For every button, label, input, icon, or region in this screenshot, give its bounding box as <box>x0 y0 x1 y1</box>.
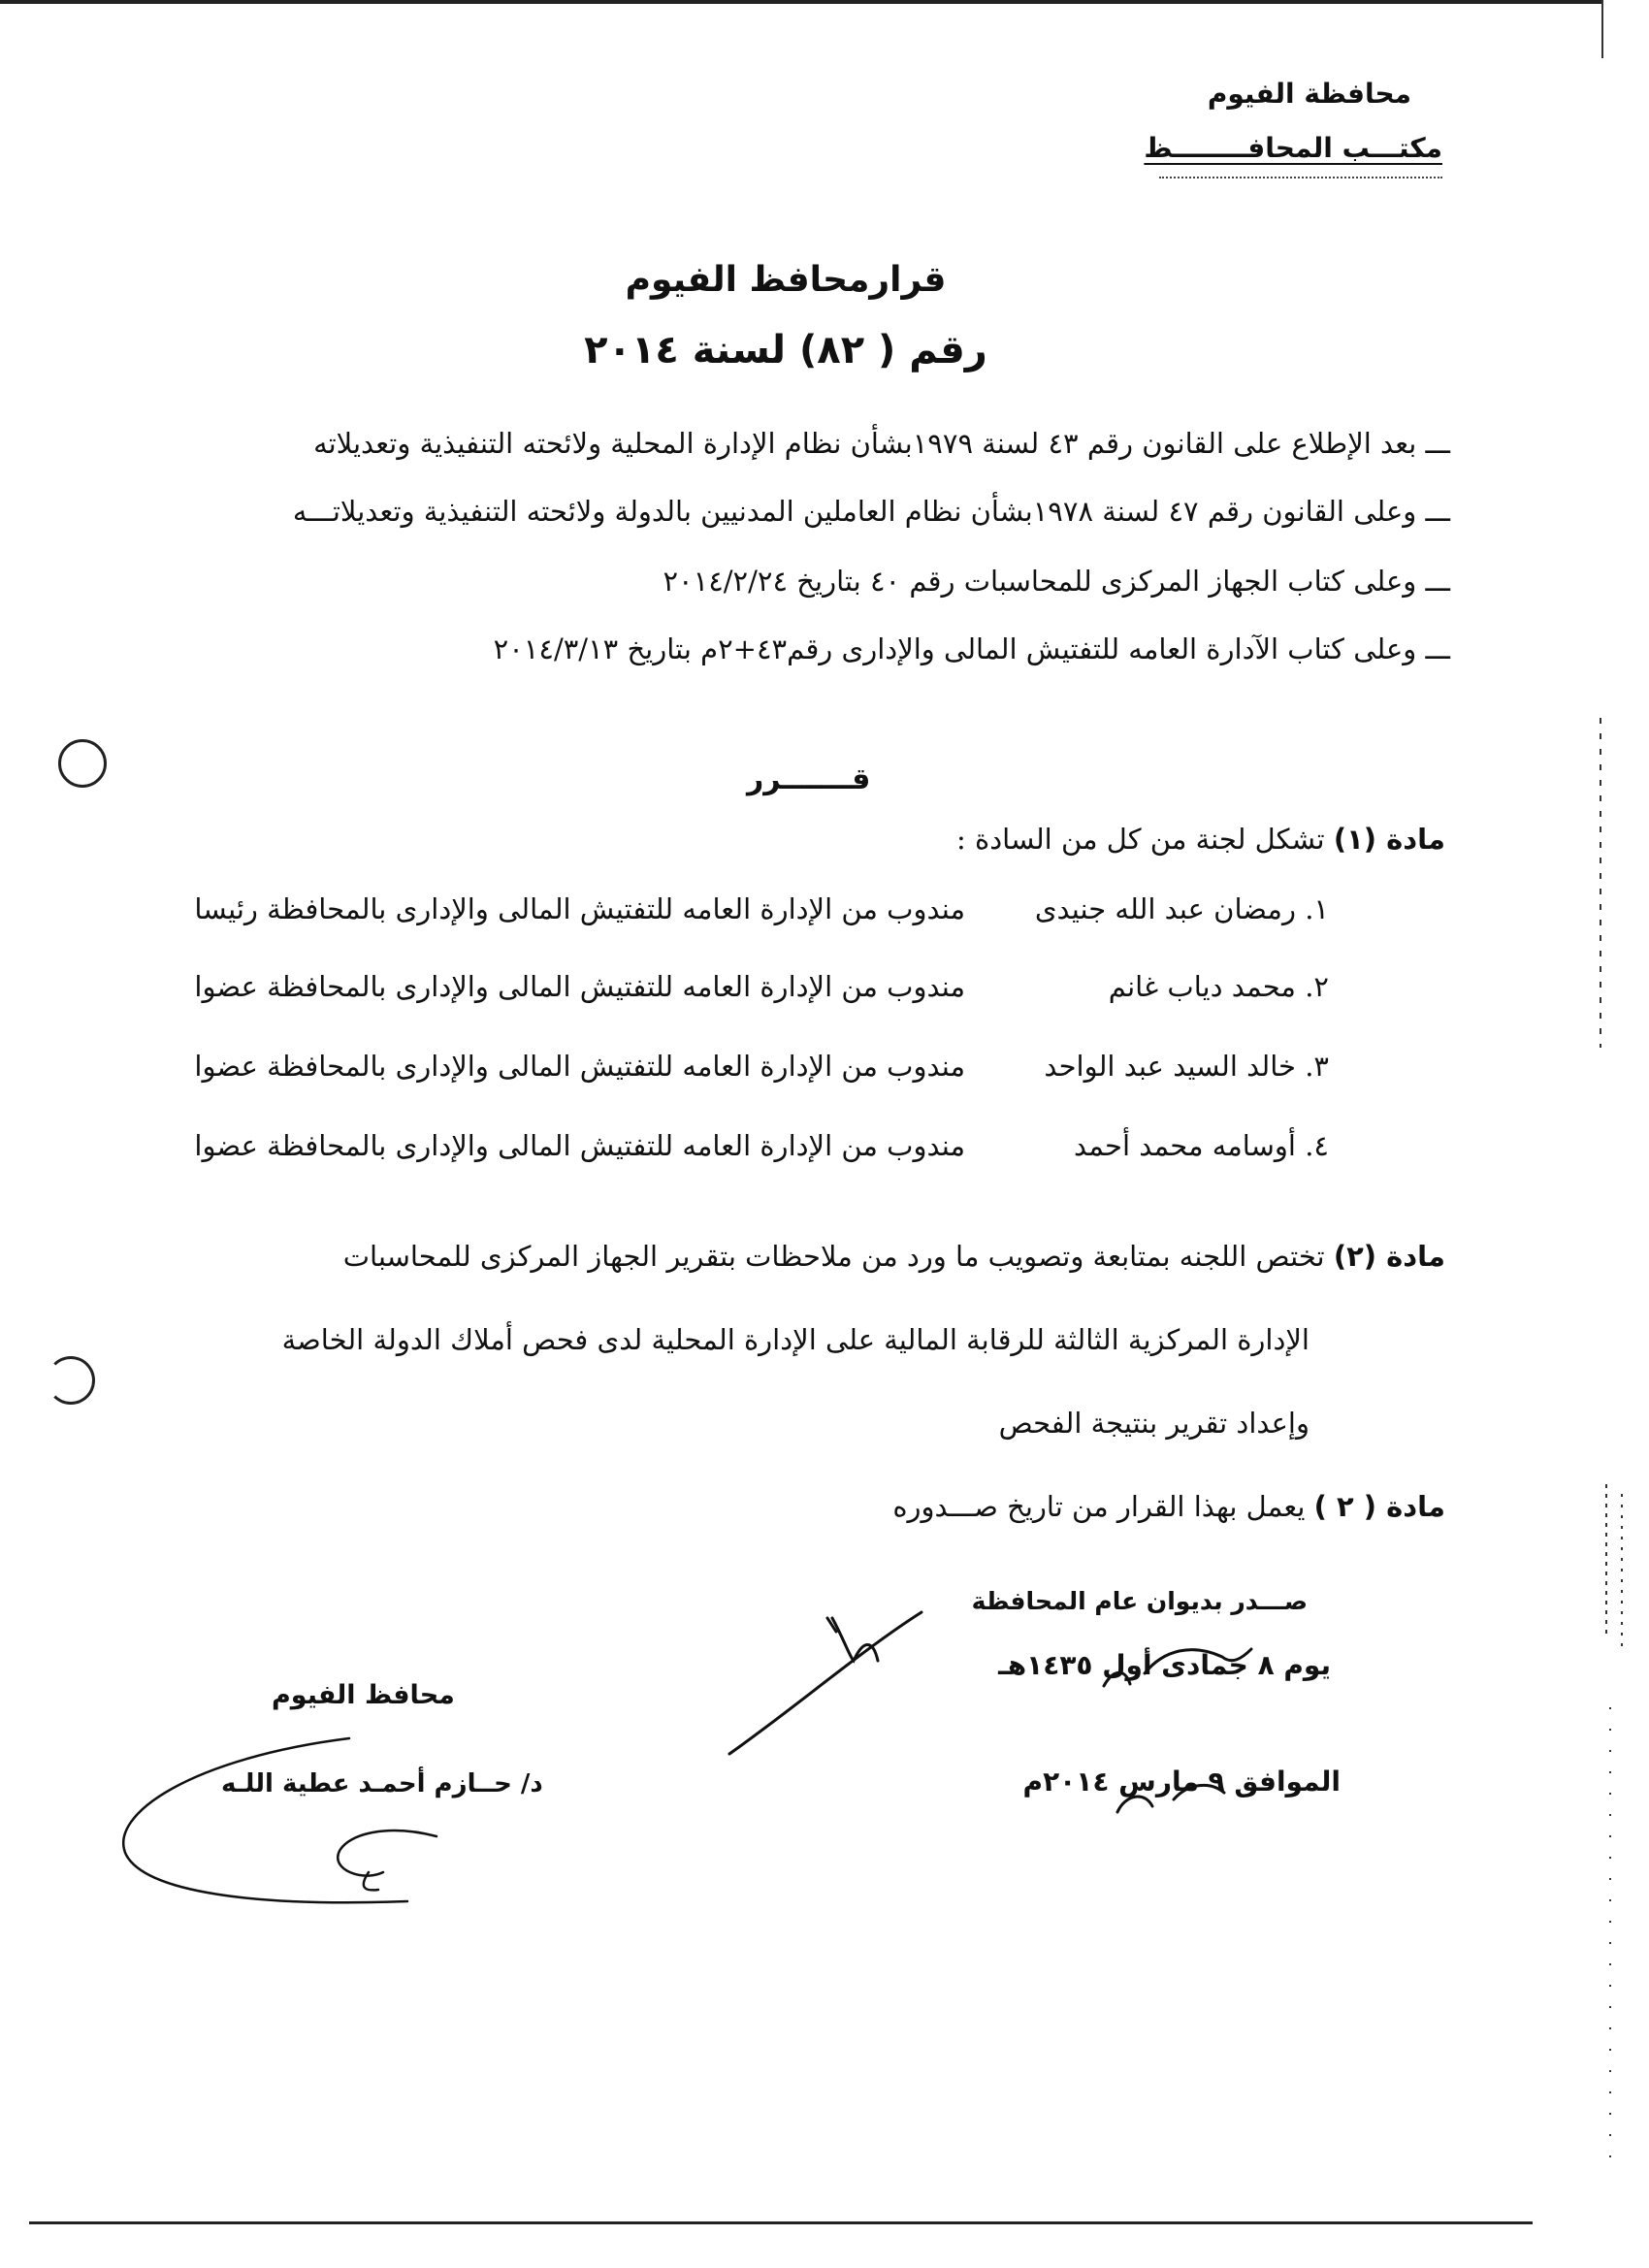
signature-ellipse-left <box>123 1738 436 1902</box>
member-name: أوسامه محمد أحمد <box>1074 1129 1296 1162</box>
issuance-line-1: صـــدر بديوان عام المحافظة <box>971 1587 1308 1615</box>
article-2 <box>343 1240 1445 1273</box>
issuance-line-2: يوم ٨ جمادى أول ١٤٣٥هـ <box>998 1649 1331 1681</box>
office-underline <box>1159 177 1442 178</box>
member-name: محمد دياب غانم <box>1108 970 1296 1003</box>
decision-heading: قـــــــرر <box>747 762 871 796</box>
punch-hole-top <box>58 739 107 788</box>
member-1-role: مندوب من الإدارة العامه للتفتيش المالى والإدارى بالمحافظة رئيسا <box>194 892 965 925</box>
preamble-line-3: ـــ وعلى كتاب الجهاز المركزى للمحاسبات رقم ٤٠ بتاريخ ٢٠١٤/٢/٢٤ <box>663 565 1450 598</box>
signatory-name: د/ حــازم أحمـد عطية اللـه <box>221 1769 543 1798</box>
member-name: خالد السيد عبد الواحد <box>1044 1050 1296 1083</box>
article-3-label: مادة ( ٢ ) <box>1313 1490 1445 1523</box>
article-2-line-3: وإعداد تقرير بنتيجة الفحص <box>998 1407 1310 1440</box>
member-1 <box>1035 892 1329 925</box>
top-border-line <box>0 0 1602 4</box>
article-1-label: مادة (١) <box>1333 823 1445 856</box>
governorate-name: محافظة الفيوم <box>1207 78 1411 110</box>
preamble-line-1: ـــ بعد الإطلاع على القانون رقم ٤٣ لسنة ١٩٧٩بشأن نظام الإدارة المحلية ولائحته التنفيذية وتعديلاته <box>313 427 1450 460</box>
member-2 <box>1109 970 1329 1003</box>
member-number: ٢. <box>1305 970 1329 1003</box>
member-number: ٣. <box>1305 1050 1329 1083</box>
member-number: ٤. <box>1305 1129 1329 1162</box>
issuance-line-3: الموافق ٩ مارس ٢٠١٤م <box>1022 1766 1341 1798</box>
decision-number: رقم ( ٨٢) لسنة ٢٠١٤ <box>584 328 987 373</box>
bottom-border-line <box>29 2221 1533 2224</box>
article-1 <box>956 823 1445 856</box>
article-2-label: مادة (٢) <box>1333 1240 1445 1273</box>
member-name: رمضان عبد الله جنيدى <box>1034 892 1296 925</box>
office-name: مكتـــب المحافــــــــظ <box>1144 132 1442 164</box>
member-3 <box>1044 1050 1329 1083</box>
member-3-role: مندوب من الإدارة العامه للتفتيش المالى والإدارى بالمحافظة عضوا <box>194 1050 965 1083</box>
article-3-text: يعمل بهذا القرار من تاريخ صـــدوره <box>892 1490 1306 1523</box>
signature-stroke-center <box>729 1612 922 1754</box>
article-1-text: تشكل لجنة من كل من السادة : <box>956 823 1325 856</box>
preamble-line-4: ـــ وعلى كتاب الآدارة العامه للتفتيش المالى والإدارى رقم٤٣+٢م بتاريخ ٢٠١٤/٣/١٣ <box>493 632 1450 665</box>
member-number: ١. <box>1305 892 1329 925</box>
punch-hole-bottom <box>47 1356 95 1405</box>
preamble-line-2: ـــ وعلى القانون رقم ٤٧ لسنة ١٩٧٨بشأن نظام العاملين المدنيين بالدولة ولائحته التنفيذية وتعديلاتـــه <box>292 495 1450 528</box>
decision-title: قرارمحافظ الفيوم <box>625 260 947 300</box>
signatory-title: محافظ الفيوم <box>272 1680 455 1710</box>
member-4 <box>1074 1129 1329 1162</box>
scan-edge-marks <box>1600 0 1622 2173</box>
member-4-role: مندوب من الإدارة العامه للتفتيش المالى والإدارى بالمحافظة عضوا <box>194 1129 965 1162</box>
article-3 <box>892 1490 1445 1523</box>
member-2-role: مندوب من الإدارة العامه للتفتيش المالى والإدارى بالمحافظة عضوا <box>194 970 965 1003</box>
article-2-line-1: تختص اللجنه بمتابعة وتصويب ما ورد من ملاحظات بتقرير الجهاز المركزى للمحاسبات <box>342 1240 1325 1273</box>
article-2-line-2: الإدارة المركزية الثالثة للرقابة المالية على الإدارة المحلية لدى فحص أملاك الدولة الخاصة <box>281 1323 1310 1356</box>
